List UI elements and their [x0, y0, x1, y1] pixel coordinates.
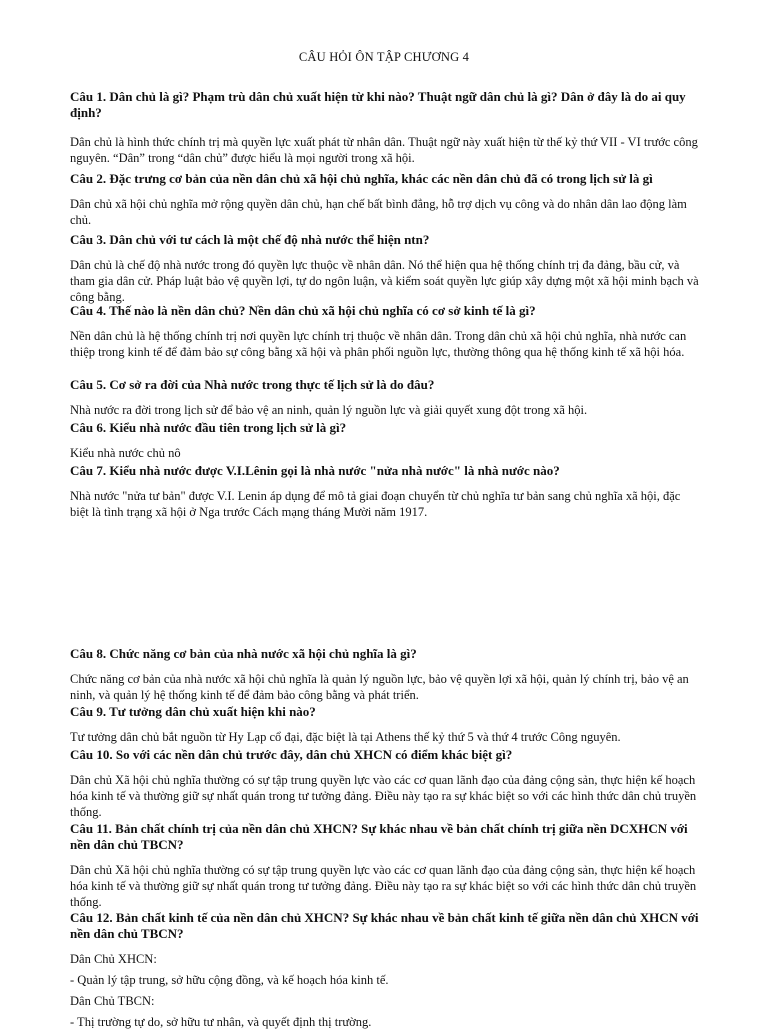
answer-12-line: Dân Chủ TBCN: [70, 994, 155, 1008]
answer-10: Dân chủ Xã hội chủ nghĩa thường có sự tập trung quyền lực vào các cơ quan lãnh đạo của đảng cộng sản, thực hiện kế hoạch hóa kinh tế và thường giữ sự nhất quán trong tư tưởng đảng. Điều này tạo ra sự khác biệt so với các hình thức dân chủ truyền thống. [70, 773, 697, 819]
answer-4: Nền dân chủ là hệ thống chính trị nơi quyền lực chính trị thuộc về nhân dân. Trong dân chủ xã hội chủ nghĩa, nhà nước can thiệp trong kinh tế để đảm bảo sự công bằng xã hội và phân phối nguồn lực, thường thông qua hệ thống kinh tế xã hội hóa. [70, 329, 687, 359]
question-block-4 [70, 303, 702, 360]
answer-9: Tư tưởng dân chủ bắt nguồn từ Hy Lạp cổ đại, đặc biệt là tại Athens thế kỷ thứ 5 và thứ 4 trước Công nguyên. [70, 730, 621, 744]
question-block-12 [70, 910, 702, 1035]
answer-12-line: Dân Chủ XHCN: [70, 952, 157, 966]
answer-8: Chức năng cơ bản của nhà nước xã hội chủ nghĩa là quản lý nguồn lực, bảo vệ quyền lợi xã hội, quản lý chính trị, bảo vệ an ninh, và quản lý hệ thống kinh tế để đảm bảo công bằng và phát triển. [70, 672, 689, 702]
page-title: CÂU HỎI ÔN TẬP CHƯƠNG 4 [298, 50, 470, 64]
question-block-1 [70, 89, 702, 166]
answer-11: Dân chủ Xã hội chủ nghĩa thường có sự tập trung quyền lực vào các cơ quan lãnh đạo của đảng cộng sản, thực hiện kế hoạch hóa kinh tế và thường giữ sự nhất quán trong tư tưởng đảng. Điều này tạo ra sự khác biệt so với các hình thức dân chủ truyền thống. [70, 863, 697, 909]
question-block-8 [70, 646, 702, 703]
question-block-6 [70, 420, 702, 461]
question-block-2 [70, 171, 702, 228]
question-block-3 [70, 232, 702, 305]
question-block-5 [70, 377, 702, 418]
question-8: Câu 8. Chức năng cơ bản của nhà nước xã hội chủ nghĩa là gì? [70, 646, 417, 661]
answer-2: Dân chủ xã hội chủ nghĩa mở rộng quyền dân chủ, hạn chế bất bình đẳng, hỗ trợ dịch vụ công và do nhân dân lao động làm chủ. [70, 197, 687, 227]
question-10: Câu 10. So với các nền dân chủ trước đây, dân chủ XHCN có điểm khác biệt gì? [70, 747, 513, 762]
question-block-11 [70, 821, 702, 910]
question-1: Câu 1. Dân chủ là gì? Phạm trù dân chủ xuất hiện từ khi nào? Thuật ngữ dân chủ là gì? Dân ở đây là do ai quy định? [70, 89, 686, 120]
question-6: Câu 6. Kiểu nhà nước đầu tiên trong lịch sử là gì? [70, 420, 347, 435]
question-12: Câu 12. Bản chất kinh tế của nền dân chủ XHCN? Sự khác nhau về bản chất kinh tế giữa nền dân chủ XHCN với nền dân chủ TBCN? [70, 910, 699, 941]
question-5: Câu 5. Cơ sở ra đời của Nhà nước trong thực tế lịch sử là do đâu? [70, 377, 435, 392]
question-2: Câu 2. Đặc trưng cơ bản của nền dân chủ xã hội chủ nghĩa, khác các nền dân chủ đã có trong lịch sử là gì [70, 171, 653, 186]
question-9: Câu 9. Tư tưởng dân chủ xuất hiện khi nào? [70, 704, 316, 719]
question-block-10 [70, 747, 702, 820]
question-11: Câu 11. Bản chất chính trị của nền dân chủ XHCN? Sự khác nhau về bản chất chính trị giữa nền DCXHCN với nền dân chủ TBCN? [70, 821, 688, 852]
question-block-7 [70, 463, 702, 520]
answer-3: Dân chủ là chế độ nhà nước trong đó quyền lực thuộc về nhân dân. Nó thể hiện qua hệ thống chính trị đa đảng, bầu cử, và tham gia dân cử. Pháp luật bảo vệ quyền lợi, tự do ngôn luận, và kiểm soát quyền lực giúp xây dựng một xã hội minh bạch và công bằng. [70, 258, 699, 304]
question-7: Câu 7. Kiểu nhà nước được V.I.Lênin gọi là nhà nước "nửa nhà nước" là nhà nước nào? [70, 463, 560, 478]
answer-12-line: - Quản lý tập trung, sở hữu cộng đồng, và kế hoạch hóa kinh tế. [70, 973, 389, 987]
answer-7: Nhà nước "nửa tư bản" được V.I. Lenin áp dụng để mô tả giai đoạn chuyển từ chủ nghĩa tư bản sang chủ nghĩa xã hội, đặc biệt là tình trạng xã hội ở Nga trước Cách mạng tháng Mười năm 1917. [70, 489, 681, 519]
question-block-9 [70, 704, 702, 745]
answer-6: Kiểu nhà nước chủ nô [70, 446, 181, 460]
question-3: Câu 3. Dân chủ với tư cách là một chế độ nhà nước thể hiện ntn? [70, 232, 430, 247]
answer-5: Nhà nước ra đời trong lịch sử để bảo vệ an ninh, quản lý nguồn lực và giải quyết xung đột trong xã hội. [70, 403, 588, 417]
answer-1: Dân chủ là hình thức chính trị mà quyền lực xuất phát từ nhân dân. Thuật ngữ này xuất hiện từ thế kỷ thứ VII - VI trước công nguyên. “Dân” trong “dân chủ” được hiểu là mọi người trong xã hội. [70, 135, 698, 165]
question-4: Câu 4. Thế nào là nền dân chủ? Nền dân chủ xã hội chủ nghĩa có cơ sở kinh tế là gì? [70, 303, 536, 318]
answer-12-line: - Thị trường tự do, sở hữu tư nhân, và quyết định thị trường. [70, 1015, 372, 1029]
